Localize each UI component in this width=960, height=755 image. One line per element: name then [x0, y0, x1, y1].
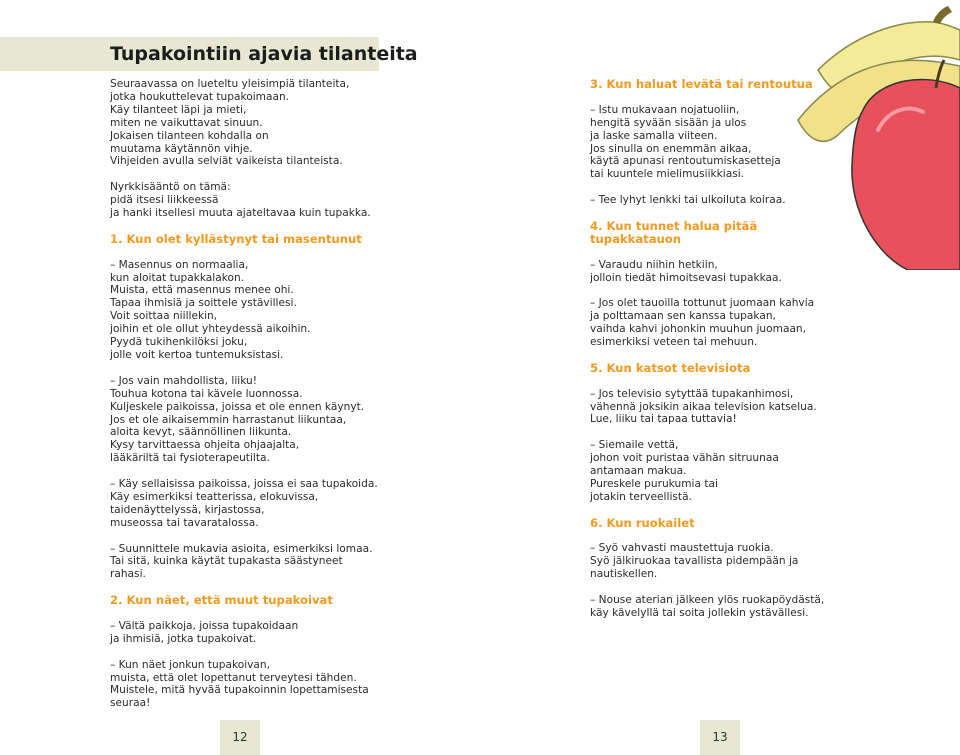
text-line: jotka houkuttelevat tupakoimaan.	[110, 90, 290, 103]
section-heading: 2. Kun näet, että muut tupakoivat	[110, 593, 333, 608]
text-line: aloita kevyt, säännöllinen liikunta.	[110, 426, 292, 439]
spacer	[590, 530, 830, 543]
text-line: muista, että olet lopettanut terveytesi tähden.	[110, 671, 357, 684]
page-number-right: 13	[700, 720, 740, 755]
text-line: – Siemaile vettä,	[590, 439, 679, 452]
text-line: ja laske samalla viiteen.	[590, 129, 718, 142]
spacer	[110, 530, 380, 543]
text-line: Pureskele purukumia tai	[590, 477, 718, 490]
text-line: – Syö vahvasti maustettuja ruokia.	[590, 542, 774, 555]
text-line: Seuraavassa on lueteltu yleisimpiä tilanteita,	[110, 78, 350, 90]
text-line: – Nouse aterian jälkeen ylös ruokapöydästä,	[590, 594, 825, 607]
text-line: antamaan makua.	[590, 465, 687, 478]
spacer	[110, 465, 380, 478]
text-line: jolle voit kertoa tuntemuksistasi.	[110, 348, 284, 361]
text-line: ja hanki itsellesi muuta ajateltavaa kuin tupakka.	[110, 207, 371, 220]
page-title: Tupakointiin ajavia tilanteita	[110, 43, 418, 65]
text-line: hengitä syvään sisään ja ulos	[590, 116, 747, 129]
text-line: Nyrkkisääntö on tämä:	[110, 181, 231, 194]
text-line: vaihda kahvi johonkin muuhun juomaan,	[590, 323, 807, 336]
text-line: Käy tilanteet läpi ja mieti,	[110, 103, 247, 116]
spacer	[110, 246, 380, 259]
text-line: esimerkiksi veteen tai mehuun.	[590, 336, 758, 349]
text-line: johon voit puristaa vähän sitruunaa	[590, 452, 779, 465]
text-line: muutama käytännön vihje.	[110, 142, 253, 155]
text-line: tai kuuntele mielimusiikkiasi.	[590, 168, 745, 181]
spacer	[590, 581, 830, 594]
text-line: Kysy tarvittaessa ohjeita ohjaajalta,	[110, 439, 300, 452]
text-line: pidä itsesi liikkeessä	[110, 194, 219, 207]
text-line: Jokaisen tilanteen kohdalla on	[110, 129, 269, 142]
text-line: lääkäriltä tai fysioterapeutilta.	[110, 452, 270, 465]
page-number-left: 12	[220, 720, 260, 755]
text-line: Muista, että masennus menee ohi.	[110, 284, 294, 297]
spacer	[590, 426, 830, 439]
text-line: museossa tai tavaratalossa.	[110, 516, 259, 529]
spacer	[110, 168, 380, 181]
text-line: jotakin terveellistä.	[590, 490, 692, 503]
text-line: Tapaa ihmisiä ja soittele ystävillesi.	[110, 297, 297, 310]
spacer	[110, 362, 380, 375]
text-line: Voit soittaa niillekin,	[110, 310, 218, 323]
spacer	[590, 284, 830, 297]
text-line: kun aloitat tupakkalakon.	[110, 271, 245, 284]
left-column	[110, 78, 380, 710]
text-line: Kuljeskele paikoissa, joissa et ole ennen käynyt.	[110, 400, 365, 413]
section-heading: 1. Kun olet kyllästynyt tai masentunut	[110, 231, 362, 246]
text-line: vähennä joksikin aikaa television katselua.	[590, 400, 817, 413]
text-line: Vihjeiden avulla selviät vaikeista tilanteista.	[110, 155, 343, 168]
section-heading: 5. Kun katsot televisiota	[590, 360, 751, 375]
text-line: – Istu mukavaan nojatuoliin,	[590, 103, 740, 116]
text-line: ja ihmisiä, jotka tupakoivat.	[110, 632, 257, 645]
text-line: ja polttamaan sen kanssa tupakan,	[590, 310, 776, 323]
text-line: – Varaudu niihin hetkiin,	[590, 258, 718, 271]
text-line: Jos et ole aikaisemmin harrastanut liikuntaa,	[110, 413, 347, 426]
text-line: – Jos olet tauoilla tottunut juomaan kahvia	[590, 297, 815, 310]
section-heading: 4. Kun tunnet halua pitää tupakkatauon	[590, 218, 758, 246]
text-line: – Suunnittele mukavia asioita, esimerkiksi lomaa.	[110, 542, 373, 555]
text-line: käy kävelyllä tai soita jollekin ystävällesi.	[590, 606, 809, 619]
text-line: joihin et ole ollut yhteydessä aikoihin.	[110, 323, 311, 336]
spacer	[590, 504, 830, 517]
spacer	[590, 349, 830, 362]
text-line: jolloin tiedät himoitsevasi tupakkaa.	[590, 271, 782, 284]
spacer	[110, 646, 380, 659]
text-line: Lue, liiku tai tapaa tuttavia!	[590, 413, 737, 426]
spacer	[590, 375, 830, 388]
text-line: – Jos vain mahdollista, liiku!	[110, 374, 258, 387]
section-heading: 3. Kun haluat levätä tai rentoutua	[590, 77, 813, 91]
text-line: Touhua kotona tai kävele luonnossa.	[110, 387, 303, 400]
spacer	[110, 607, 380, 620]
text-line: Muistele, mitä hyvää tupakoinnin lopettamisesta seuraa!	[110, 684, 369, 710]
text-line: miten ne vaikuttavat sinuun.	[110, 116, 263, 129]
text-line: Jos sinulla on enemmän aikaa,	[590, 142, 752, 155]
text-line: taidenäyttelyssä, kirjastossa,	[110, 503, 265, 516]
text-line: – Masennus on normaalia,	[110, 258, 249, 271]
text-line: – Vältä paikkoja, joissa tupakoidaan	[110, 619, 299, 632]
section-heading: 6. Kun ruokailet	[590, 515, 695, 530]
text-line: – Käy sellaisissa paikoissa, joissa ei saa tupakoida.	[110, 478, 378, 491]
spacer	[110, 220, 380, 233]
text-line: Pyydä tukihenkilöksi joku,	[110, 336, 248, 349]
text-line: käytä apunasi rentoutumiskasetteja	[590, 155, 781, 168]
text-line: Syö jälkiruokaa tavallista pidempään ja nautiskellen.	[590, 555, 799, 581]
text-line: Käy esimerkiksi teatterissa, elokuvissa,	[110, 490, 319, 503]
text-line: – Tee lyhyt lenkki tai ulkoiluta koiraa.	[590, 194, 786, 207]
fruit-illustration	[758, 0, 960, 270]
text-line: – Kun näet jonkun tupakoivan,	[110, 658, 270, 671]
text-line: Tai sitä, kuinka käytät tupakasta säästyneet rahasi.	[110, 555, 343, 581]
text-line: – Jos televisio sytyttää tupakanhimosi,	[590, 387, 794, 400]
